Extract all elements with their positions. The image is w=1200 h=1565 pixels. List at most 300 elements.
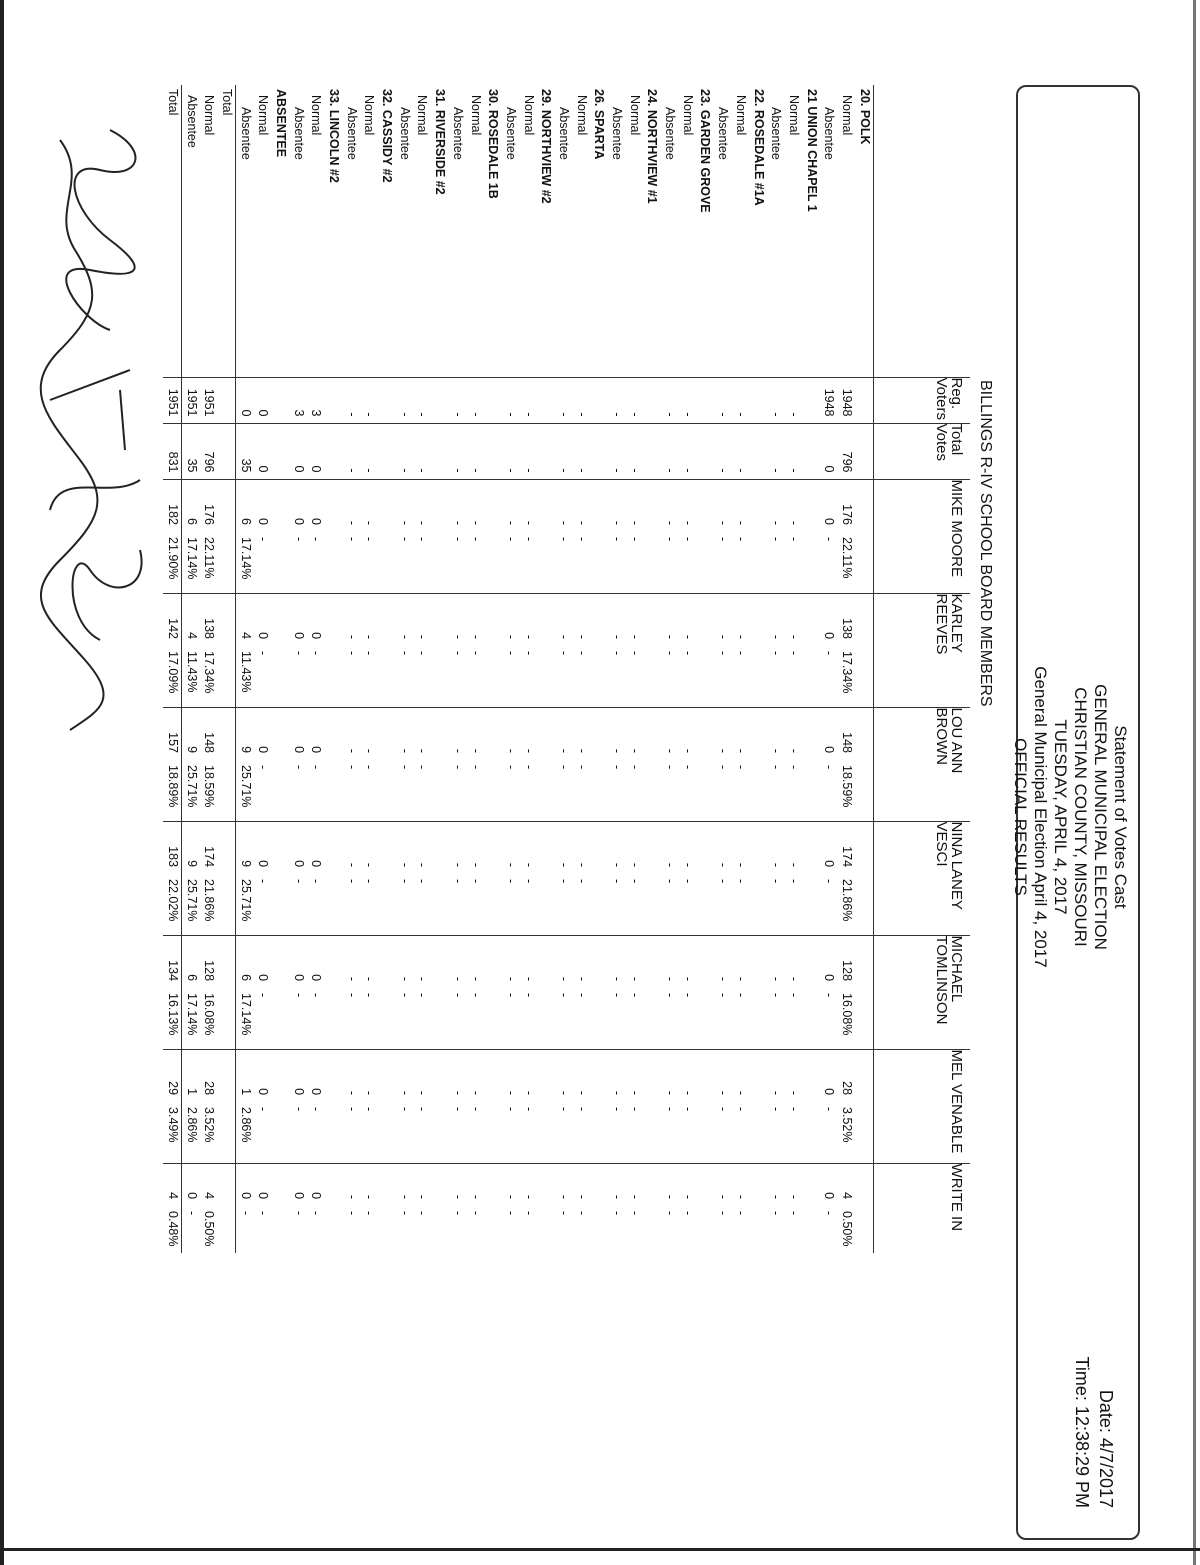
- candidate-percent-cell: -: [733, 993, 748, 998]
- candidate-votes-cell: -: [555, 707, 573, 759]
- candidate-votes-cell: -: [785, 707, 803, 759]
- candidate-votes-cell: -: [413, 1049, 431, 1101]
- total-votes-cell: 796: [838, 423, 856, 479]
- candidate-percent-cell: [378, 645, 396, 707]
- table-row: [838, 85, 856, 1253]
- handwritten-signatures: [20, 120, 170, 740]
- candidate-percent-cell: [325, 1101, 343, 1163]
- section-title: BILLINGS R-IV SCHOOL BOARD MEMBERS: [977, 380, 994, 707]
- candidate-votes-cell: 0: [307, 821, 325, 873]
- candidate-votes-cell: [272, 479, 290, 531]
- candidate-votes-cell: 0: [820, 1049, 838, 1101]
- candidate-votes-cell: -: [342, 1049, 360, 1101]
- total-votes-cell: 35: [236, 423, 254, 479]
- total-votes-cell: -: [767, 423, 785, 479]
- candidate-percent-cell: -: [716, 1211, 731, 1216]
- candidate-votes-cell: 29: [164, 1049, 182, 1101]
- candidate-votes-cell: 0: [820, 935, 838, 987]
- candidate-header: KARLEY REEVES: [874, 593, 971, 707]
- candidate-votes-cell: [378, 593, 396, 645]
- table-row: [431, 85, 449, 1253]
- candidate-percent-cell: -: [822, 993, 837, 998]
- candidate-percent-cell: -: [733, 1211, 748, 1216]
- candidate-percent-cell: -: [291, 537, 306, 542]
- candidate-votes-cell: [378, 821, 396, 873]
- candidate-votes-cell: [802, 1163, 820, 1205]
- candidate-votes-cell: 0: [289, 821, 307, 873]
- candidate-votes-cell: 4: [200, 1163, 218, 1205]
- report-timestamp: [1070, 1357, 1118, 1508]
- candidate-votes-cell: [537, 935, 555, 987]
- precinct-label: Normal: [786, 95, 801, 136]
- candidate-votes-cell: [431, 935, 449, 987]
- candidate-votes-cell: [218, 479, 236, 531]
- candidate-votes-cell: [590, 479, 608, 531]
- total-votes-cell: [484, 423, 502, 479]
- candidate-votes-cell: -: [360, 593, 378, 645]
- candidate-percent-cell: [590, 1101, 608, 1163]
- candidate-percent-cell: [378, 1101, 396, 1163]
- candidate-percent-cell: -: [733, 1107, 748, 1112]
- candidate-percent-cell: -: [556, 879, 571, 884]
- table-row: [537, 85, 555, 1253]
- candidate-percent-cell: 11.43%: [238, 651, 253, 693]
- title-line: General Municipal Election April 4, 2017: [1031, 666, 1050, 968]
- candidate-votes-cell: -: [732, 1049, 750, 1101]
- candidate-percent-cell: 21.86%: [839, 879, 854, 922]
- candidate-votes-cell: [218, 935, 236, 987]
- table-row: [342, 85, 360, 1253]
- candidate-votes-cell: 0: [289, 707, 307, 759]
- total-votes-cell: [431, 423, 449, 479]
- candidate-votes-cell: [484, 707, 502, 759]
- candidate-percent-cell: 17.09%: [164, 645, 182, 707]
- candidate-percent-cell: 18.89%: [164, 759, 182, 821]
- candidate-votes-cell: 0: [236, 1163, 254, 1205]
- candidate-percent-cell: [484, 987, 502, 1049]
- total-votes-cell: -: [413, 423, 431, 479]
- candidate-percent-cell: [484, 1205, 502, 1253]
- precinct-label: Normal: [839, 95, 854, 136]
- candidate-votes-cell: -: [413, 593, 431, 645]
- candidate-percent-cell: -: [663, 879, 678, 884]
- candidate-votes-cell: 28: [838, 1049, 856, 1101]
- candidate-percent-cell: [590, 645, 608, 707]
- candidate-percent-cell: [378, 873, 396, 935]
- candidate-percent-cell: -: [610, 765, 625, 770]
- candidate-votes-cell: -: [714, 1049, 732, 1101]
- candidate-votes-cell: -: [608, 593, 626, 645]
- candidate-percent-cell: [272, 531, 290, 593]
- candidate-votes-cell: 0: [254, 935, 272, 987]
- title-line: TUESDAY, APRIL 4, 2017: [1051, 719, 1070, 915]
- precinct-label: 33. LINCOLN #2: [327, 89, 342, 183]
- precinct-label: 26. SPARTA: [592, 89, 607, 160]
- candidate-votes-cell: -: [466, 479, 484, 531]
- candidate-percent-cell: [802, 1205, 820, 1253]
- candidate-votes-cell: 148: [200, 707, 218, 759]
- candidate-votes-cell: -: [502, 1163, 520, 1205]
- total-votes-header: Total Votes: [874, 423, 971, 479]
- candidate-votes-cell: -: [502, 1049, 520, 1101]
- candidate-percent-cell: [855, 987, 873, 1049]
- candidate-percent-cell: -: [397, 537, 412, 542]
- precinct-label: Total: [218, 85, 236, 377]
- candidate-votes-cell: [431, 1163, 449, 1205]
- candidate-percent-cell: -: [786, 765, 801, 770]
- candidate-votes-cell: -: [555, 479, 573, 531]
- candidate-percent-cell: -: [503, 765, 518, 770]
- candidate-percent-cell: 3.49%: [164, 1101, 182, 1163]
- reg-voters-cell: -: [785, 377, 803, 423]
- candidate-votes-cell: [484, 821, 502, 873]
- candidate-percent-cell: -: [344, 537, 359, 542]
- candidate-percent-cell: 2.86%: [238, 1107, 253, 1143]
- table-row: [625, 85, 643, 1253]
- candidate-votes-cell: [696, 479, 714, 531]
- candidate-votes-cell: [749, 707, 767, 759]
- candidate-percent-cell: -: [627, 765, 642, 770]
- title-line: Statement of Votes Cast: [1111, 725, 1130, 909]
- candidate-votes-cell: [802, 1049, 820, 1101]
- candidate-percent-cell: [378, 987, 396, 1049]
- candidate-votes-cell: [696, 593, 714, 645]
- candidate-percent-cell: -: [574, 1107, 589, 1112]
- candidate-percent-cell: -: [627, 993, 642, 998]
- candidate-votes-cell: 0: [289, 935, 307, 987]
- candidate-percent-cell: [537, 873, 555, 935]
- candidate-percent-cell: 16.13%: [164, 987, 182, 1049]
- candidate-percent-cell: [484, 873, 502, 935]
- candidate-percent-cell: [484, 759, 502, 821]
- candidate-percent-cell: -: [610, 879, 625, 884]
- candidate-votes-cell: -: [360, 1049, 378, 1101]
- candidate-percent-cell: -: [521, 879, 536, 884]
- candidate-votes-cell: -: [519, 821, 537, 873]
- candidate-percent-cell: 18.59%: [202, 765, 217, 808]
- table-header: [874, 85, 971, 1253]
- candidate-votes-cell: 142: [164, 593, 182, 645]
- candidate-percent-cell: 0.50%: [202, 1211, 217, 1247]
- candidate-percent-cell: -: [822, 1107, 837, 1112]
- candidate-percent-cell: -: [291, 651, 306, 656]
- table-row: [502, 85, 520, 1253]
- candidate-votes-cell: -: [661, 935, 679, 987]
- candidate-percent-cell: 25.71%: [238, 879, 253, 922]
- candidate-percent-cell: -: [786, 1107, 801, 1112]
- candidate-votes-cell: -: [466, 707, 484, 759]
- reg-voters-cell: -: [466, 377, 484, 423]
- reg-voters-cell: [643, 377, 661, 423]
- candidate-percent-cell: -: [610, 651, 625, 656]
- candidate-percent-cell: -: [468, 993, 483, 998]
- candidate-percent-cell: [325, 987, 343, 1049]
- candidate-percent-cell: -: [733, 879, 748, 884]
- total-votes-cell: [802, 423, 820, 479]
- candidate-votes-cell: [855, 593, 873, 645]
- candidate-votes-cell: -: [767, 593, 785, 645]
- candidate-percent-cell: 3.52%: [202, 1107, 217, 1143]
- reg-voters-cell: -: [395, 377, 413, 423]
- candidate-votes-cell: 0: [254, 707, 272, 759]
- precinct-label: Absentee: [184, 95, 199, 148]
- candidate-votes-cell: [325, 1049, 343, 1101]
- candidate-percent-cell: -: [680, 537, 695, 542]
- candidate-percent-cell: [218, 645, 236, 707]
- candidate-percent-cell: -: [663, 1211, 678, 1216]
- candidate-percent-cell: -: [769, 1211, 784, 1216]
- candidate-votes-cell: [855, 479, 873, 531]
- candidate-votes-cell: -: [342, 707, 360, 759]
- candidate-percent-cell: -: [450, 1107, 465, 1112]
- candidate-percent-cell: -: [309, 537, 324, 542]
- candidate-votes-cell: 0: [820, 1163, 838, 1205]
- reg-voters-cell: -: [608, 377, 626, 423]
- table-row: [732, 85, 750, 1253]
- candidate-votes-cell: [218, 707, 236, 759]
- candidate-percent-cell: -: [397, 1107, 412, 1112]
- candidate-votes-cell: -: [502, 593, 520, 645]
- candidate-votes-cell: [431, 593, 449, 645]
- precinct-label: Absentee: [822, 107, 837, 160]
- candidate-percent-cell: 21.90%: [164, 531, 182, 593]
- candidate-votes-cell: -: [449, 1163, 467, 1205]
- table-row: [714, 85, 732, 1253]
- table-row: [767, 85, 785, 1253]
- candidate-percent-cell: [484, 645, 502, 707]
- candidate-header: MEL VENABLE: [874, 1049, 971, 1163]
- reg-voters-cell: -: [413, 377, 431, 423]
- candidate-percent-cell: -: [556, 993, 571, 998]
- candidate-votes-cell: 0: [289, 1049, 307, 1101]
- precinct-label: Normal: [680, 95, 695, 136]
- candidate-votes-cell: -: [395, 1049, 413, 1101]
- candidate-percent-cell: -: [503, 1107, 518, 1112]
- reg-voters-cell: -: [732, 377, 750, 423]
- candidate-percent-cell: 17.14%: [184, 537, 199, 580]
- candidate-percent-cell: -: [769, 879, 784, 884]
- candidate-percent-cell: -: [716, 993, 731, 998]
- table-row: [855, 85, 873, 1253]
- total-votes-cell: -: [732, 423, 750, 479]
- candidate-votes-cell: [855, 1163, 873, 1205]
- candidate-votes-cell: -: [572, 707, 590, 759]
- candidate-percent-cell: -: [556, 765, 571, 770]
- table-row: [218, 85, 236, 1253]
- candidate-votes-cell: 0: [307, 479, 325, 531]
- candidate-votes-cell: [484, 1049, 502, 1101]
- reg-voters-cell: [855, 377, 873, 423]
- candidate-percent-cell: [272, 645, 290, 707]
- candidate-votes-cell: [325, 479, 343, 531]
- total-votes-cell: 0: [307, 423, 325, 479]
- total-votes-cell: [696, 423, 714, 479]
- candidate-percent-cell: -: [716, 879, 731, 884]
- candidate-votes-cell: 0: [182, 1163, 200, 1205]
- candidate-percent-cell: -: [733, 765, 748, 770]
- candidate-votes-cell: -: [678, 707, 696, 759]
- candidate-votes-cell: 6: [182, 479, 200, 531]
- candidate-votes-cell: 0: [289, 479, 307, 531]
- candidate-votes-cell: [537, 821, 555, 873]
- candidate-votes-cell: 148: [838, 707, 856, 759]
- candidate-percent-cell: -: [450, 537, 465, 542]
- candidate-percent-cell: -: [521, 765, 536, 770]
- candidate-percent-cell: [325, 645, 343, 707]
- candidate-votes-cell: -: [413, 935, 431, 987]
- reg-voters-cell: 1951: [182, 377, 200, 423]
- candidate-votes-cell: 1: [236, 1049, 254, 1101]
- candidate-percent-cell: -: [344, 879, 359, 884]
- candidate-percent-cell: -: [610, 537, 625, 542]
- candidate-percent-cell: -: [397, 651, 412, 656]
- candidate-votes-cell: -: [572, 479, 590, 531]
- candidate-percent-cell: -: [680, 765, 695, 770]
- total-votes-cell: 0: [289, 423, 307, 479]
- candidate-percent-cell: -: [556, 1211, 571, 1216]
- candidate-percent-cell: -: [680, 1107, 695, 1112]
- candidate-header: NINA LANEY VESCI: [874, 821, 971, 935]
- candidate-percent-cell: [696, 987, 714, 1049]
- candidate-percent-cell: [749, 1101, 767, 1163]
- total-votes-cell: -: [572, 423, 590, 479]
- candidate-percent-cell: [590, 531, 608, 593]
- table-row: [519, 85, 537, 1253]
- candidate-votes-cell: 174: [200, 821, 218, 873]
- candidate-votes-cell: -: [449, 707, 467, 759]
- candidate-votes-cell: -: [572, 1163, 590, 1205]
- candidate-votes-cell: [537, 593, 555, 645]
- candidate-percent-cell: -: [291, 1107, 306, 1112]
- candidate-percent-cell: -: [450, 765, 465, 770]
- candidate-votes-cell: 0: [307, 707, 325, 759]
- candidate-percent-cell: -: [468, 651, 483, 656]
- table-row: [395, 85, 413, 1253]
- candidate-percent-cell: [855, 759, 873, 821]
- candidate-percent-cell: -: [610, 1107, 625, 1112]
- candidate-header: MICHAEL TOMLINSON: [874, 935, 971, 1049]
- candidate-percent-cell: [643, 1101, 661, 1163]
- candidate-votes-cell: 4: [164, 1163, 182, 1205]
- candidate-percent-cell: -: [610, 1211, 625, 1216]
- candidate-percent-cell: -: [309, 993, 324, 998]
- candidate-percent-cell: -: [415, 1211, 430, 1216]
- candidate-votes-cell: -: [555, 1049, 573, 1101]
- candidate-percent-cell: -: [574, 651, 589, 656]
- candidate-percent-cell: -: [822, 651, 837, 656]
- candidate-votes-cell: [272, 707, 290, 759]
- candidate-percent-cell: 25.71%: [184, 765, 199, 808]
- total-votes-cell: -: [449, 423, 467, 479]
- candidate-percent-cell: [590, 1205, 608, 1253]
- candidate-percent-cell: [643, 531, 661, 593]
- candidate-votes-cell: -: [466, 935, 484, 987]
- candidate-votes-cell: 9: [182, 707, 200, 759]
- candidate-percent-cell: [272, 1205, 290, 1253]
- candidate-votes-cell: 0: [289, 1163, 307, 1205]
- candidate-votes-cell: 0: [307, 935, 325, 987]
- candidate-percent-cell: [802, 873, 820, 935]
- reg-voters-cell: 1951: [164, 377, 182, 423]
- candidate-votes-cell: 0: [254, 1049, 272, 1101]
- candidate-votes-cell: -: [502, 935, 520, 987]
- candidate-votes-cell: -: [555, 821, 573, 873]
- candidate-votes-cell: [431, 821, 449, 873]
- candidate-percent-cell: [749, 1205, 767, 1253]
- candidate-percent-cell: [218, 759, 236, 821]
- candidate-percent-cell: [537, 759, 555, 821]
- candidate-votes-cell: [218, 593, 236, 645]
- candidate-votes-cell: -: [502, 707, 520, 759]
- candidate-votes-cell: -: [608, 1163, 626, 1205]
- candidate-votes-cell: [749, 935, 767, 987]
- candidate-percent-cell: [749, 873, 767, 935]
- total-votes-cell: [643, 423, 661, 479]
- precinct-label: Absentee: [556, 107, 571, 160]
- reg-voters-cell: [325, 377, 343, 423]
- candidate-votes-cell: -: [714, 479, 732, 531]
- candidate-votes-cell: -: [625, 593, 643, 645]
- candidate-percent-cell: -: [362, 1211, 377, 1216]
- candidate-votes-cell: 6: [236, 935, 254, 987]
- candidate-percent-cell: [272, 873, 290, 935]
- candidate-percent-cell: -: [822, 765, 837, 770]
- candidate-percent-cell: [696, 645, 714, 707]
- candidate-percent-cell: [855, 531, 873, 593]
- candidate-percent-cell: -: [362, 1107, 377, 1112]
- candidate-percent-cell: [802, 759, 820, 821]
- candidate-percent-cell: [590, 987, 608, 1049]
- candidate-percent-cell: [696, 1101, 714, 1163]
- candidate-percent-cell: -: [309, 765, 324, 770]
- candidate-votes-cell: -: [714, 593, 732, 645]
- candidate-votes-cell: [643, 935, 661, 987]
- candidate-percent-cell: -: [503, 993, 518, 998]
- table-body: [164, 85, 874, 1253]
- candidate-percent-cell: 0.48%: [164, 1205, 182, 1253]
- candidate-votes-cell: 0: [254, 593, 272, 645]
- candidate-percent-cell: -: [344, 1107, 359, 1112]
- candidate-header: LOU ANN BROWN: [874, 707, 971, 821]
- candidate-votes-cell: -: [785, 479, 803, 531]
- candidate-votes-cell: [749, 593, 767, 645]
- candidate-percent-cell: [855, 1101, 873, 1163]
- candidate-votes-cell: [218, 1163, 236, 1205]
- total-votes-cell: -: [608, 423, 626, 479]
- candidate-votes-cell: -: [555, 935, 573, 987]
- table-row: [820, 85, 838, 1253]
- candidate-percent-cell: -: [716, 1107, 731, 1112]
- candidate-percent-cell: [537, 1101, 555, 1163]
- candidate-percent-cell: -: [574, 879, 589, 884]
- candidate-votes-cell: -: [714, 707, 732, 759]
- total-votes-cell: -: [678, 423, 696, 479]
- report-header: [1011, 85, 1140, 1540]
- candidate-percent-cell: -: [344, 651, 359, 656]
- reg-voters-cell: [378, 377, 396, 423]
- candidate-percent-cell: [431, 873, 449, 935]
- candidate-percent-cell: -: [556, 537, 571, 542]
- precinct-label: 23. GARDEN GROVE: [698, 89, 713, 213]
- candidate-percent-cell: -: [256, 765, 271, 770]
- total-votes-cell: 35: [182, 423, 200, 479]
- candidate-votes-cell: -: [342, 935, 360, 987]
- candidate-percent-cell: -: [733, 651, 748, 656]
- candidate-percent-cell: -: [344, 765, 359, 770]
- candidate-votes-cell: 138: [200, 593, 218, 645]
- candidate-votes-cell: -: [678, 1049, 696, 1101]
- candidate-votes-cell: [749, 821, 767, 873]
